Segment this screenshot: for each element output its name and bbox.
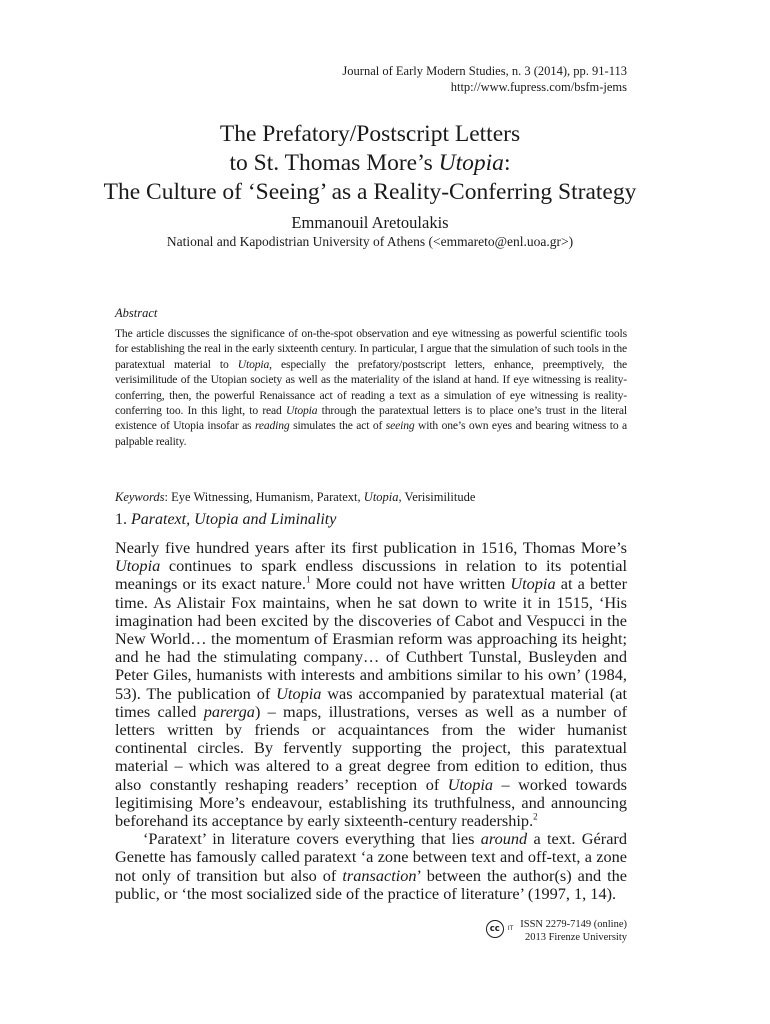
author-affiliation: National and Kapodistrian University of Athens (<emmareto@enl.uoa.gr>) [166, 234, 574, 249]
body-span: a text. Gérard Genette has famously called paratext ‘a zone between text and off-text, a zone not only of transition but also of [115, 829, 627, 885]
keywords-text: : Eye Witnessing, Humanism, Paratext, [164, 490, 364, 504]
body-text [115, 539, 627, 903]
abstract-italic: seeing [385, 419, 415, 433]
body-italic: Utopia [115, 556, 161, 576]
abstract-span: through the paratextual letters is to place one’s trust in the literal existence of Utopia insofar as [115, 404, 627, 433]
body-paragraph-2 [115, 830, 627, 903]
body-span: ‘Paratext’ in literature covers everything that lies [143, 829, 481, 849]
abstract-text [115, 326, 627, 449]
journal-url[interactable]: http://www.fupress.com/bsfm-jems [450, 80, 627, 94]
page-footer [486, 918, 627, 944]
article-title [0, 120, 740, 207]
body-italic: Utopia [276, 683, 322, 703]
title-line-2 [0, 149, 740, 178]
body-span: ) – maps, illustrations, verses as well as a number of letters written by friends or acquaintances from the wider humanist continental circles. By fervently supporting the project, this paratextual material – which was altered to a great degree from edition to edition, thus also constantly reshaping readers’ reception of [115, 701, 627, 794]
body-italic: around [480, 829, 528, 849]
abstract-italic: reading [254, 419, 290, 433]
abstract-span: with one’s own eyes and bearing witness to a palpable reality. [115, 419, 627, 448]
body-italic: Utopia [510, 574, 556, 594]
keywords-italic: Utopia [363, 490, 399, 504]
license-jurisdiction: IT [507, 925, 514, 932]
journal-citation: Journal of Early Modern Studies, n. 3 (2014), pp. 91-113 [342, 64, 627, 78]
title-line-3: The Culture of ‘Seeing’ as a Reality-Conferring Strategy [103, 179, 637, 205]
section-heading [115, 511, 336, 529]
keywords-text: , Verisimilitude [398, 490, 476, 504]
abstract-span: , especially the prefatory/postscript letters, enhance, preemptively, the verisimilitude of the Utopian society as well as the materiality of the island at hand. If eye witnessing is reality-conferring, then, the powerful Renaissance act of reading a text as a simulation of eye witnessing is reality-conferring too. In this light, to read [115, 357, 628, 418]
title-italic: Utopia [438, 150, 504, 176]
footnote-ref[interactable]: 1 [305, 574, 311, 585]
footnote-ref[interactable]: 2 [533, 811, 538, 822]
footer-text [520, 918, 627, 944]
abstract-heading: Abstract [115, 306, 158, 320]
body-span: ’ between the author(s) and the public, or ‘the most socialized side of the practice of literature’ (1997, 1, 14). [115, 865, 627, 903]
body-span: was accompanied by paratextual material (at times called [115, 683, 628, 721]
title-block [0, 120, 740, 250]
body-italic: Utopia [447, 774, 493, 794]
body-span: at a better time. As Alistair Fox maintains, when he sat down to write it in 1515, ‘His imagination had been excited by the discoveries of Cabot and Vespucci in the New World… the momentum of Erasmian reform was approaching its height; and he had the stimulating company… of Cuthbert Tunstal, Busleyden and Peter Giles, humanists with interests and ambitions similar to his own’ (1984, 53). The publication of [115, 574, 628, 703]
keywords-label: Keywords [115, 490, 165, 504]
body-span: – worked towards legitimising More’s endeavour, establishing its truthfulness, and announcing beforehand its acceptance by early sixteenth-century readership. [115, 774, 627, 831]
title-text: : [503, 150, 511, 176]
title-text: to St. Thomas More’s [229, 150, 439, 176]
section-title: Paratext, Utopia and Liminality [131, 511, 337, 528]
abstract-span: simulates the act of [289, 419, 386, 433]
journal-header [342, 63, 627, 95]
copyright: 2013 Firenze University [524, 932, 627, 943]
author-name: Emmanouil Aretoulakis [291, 213, 449, 232]
body-span: Nearly five hundred years after its first publication in 1516, Thomas More’s [115, 538, 627, 557]
body-italic: parerga [203, 701, 255, 721]
abstract-span: The article discusses the significance of on-the-spot observation and eye witnessing as powerful scientific tools for establishing the real in the early sixteenth century. In particular, I argue that the simulation of such tools in the paratextual material to [115, 327, 627, 371]
title-line-1: The Prefatory/Postscript Letters [219, 121, 521, 147]
creative-commons-icon: cc [486, 920, 504, 938]
abstract-italic: Utopia [286, 404, 318, 418]
body-italic: transaction [342, 865, 417, 885]
body-span: More could not have written [310, 574, 511, 594]
keywords [115, 489, 627, 505]
abstract-italic: Utopia [237, 357, 270, 371]
section-number: 1. [115, 511, 131, 528]
body-paragraph-1 [115, 539, 627, 830]
issn: ISSN 2279-7149 (online) [520, 919, 627, 930]
body-span: continues to spark endless discussions in relation to its potential meanings or its exact nature. [115, 556, 627, 594]
